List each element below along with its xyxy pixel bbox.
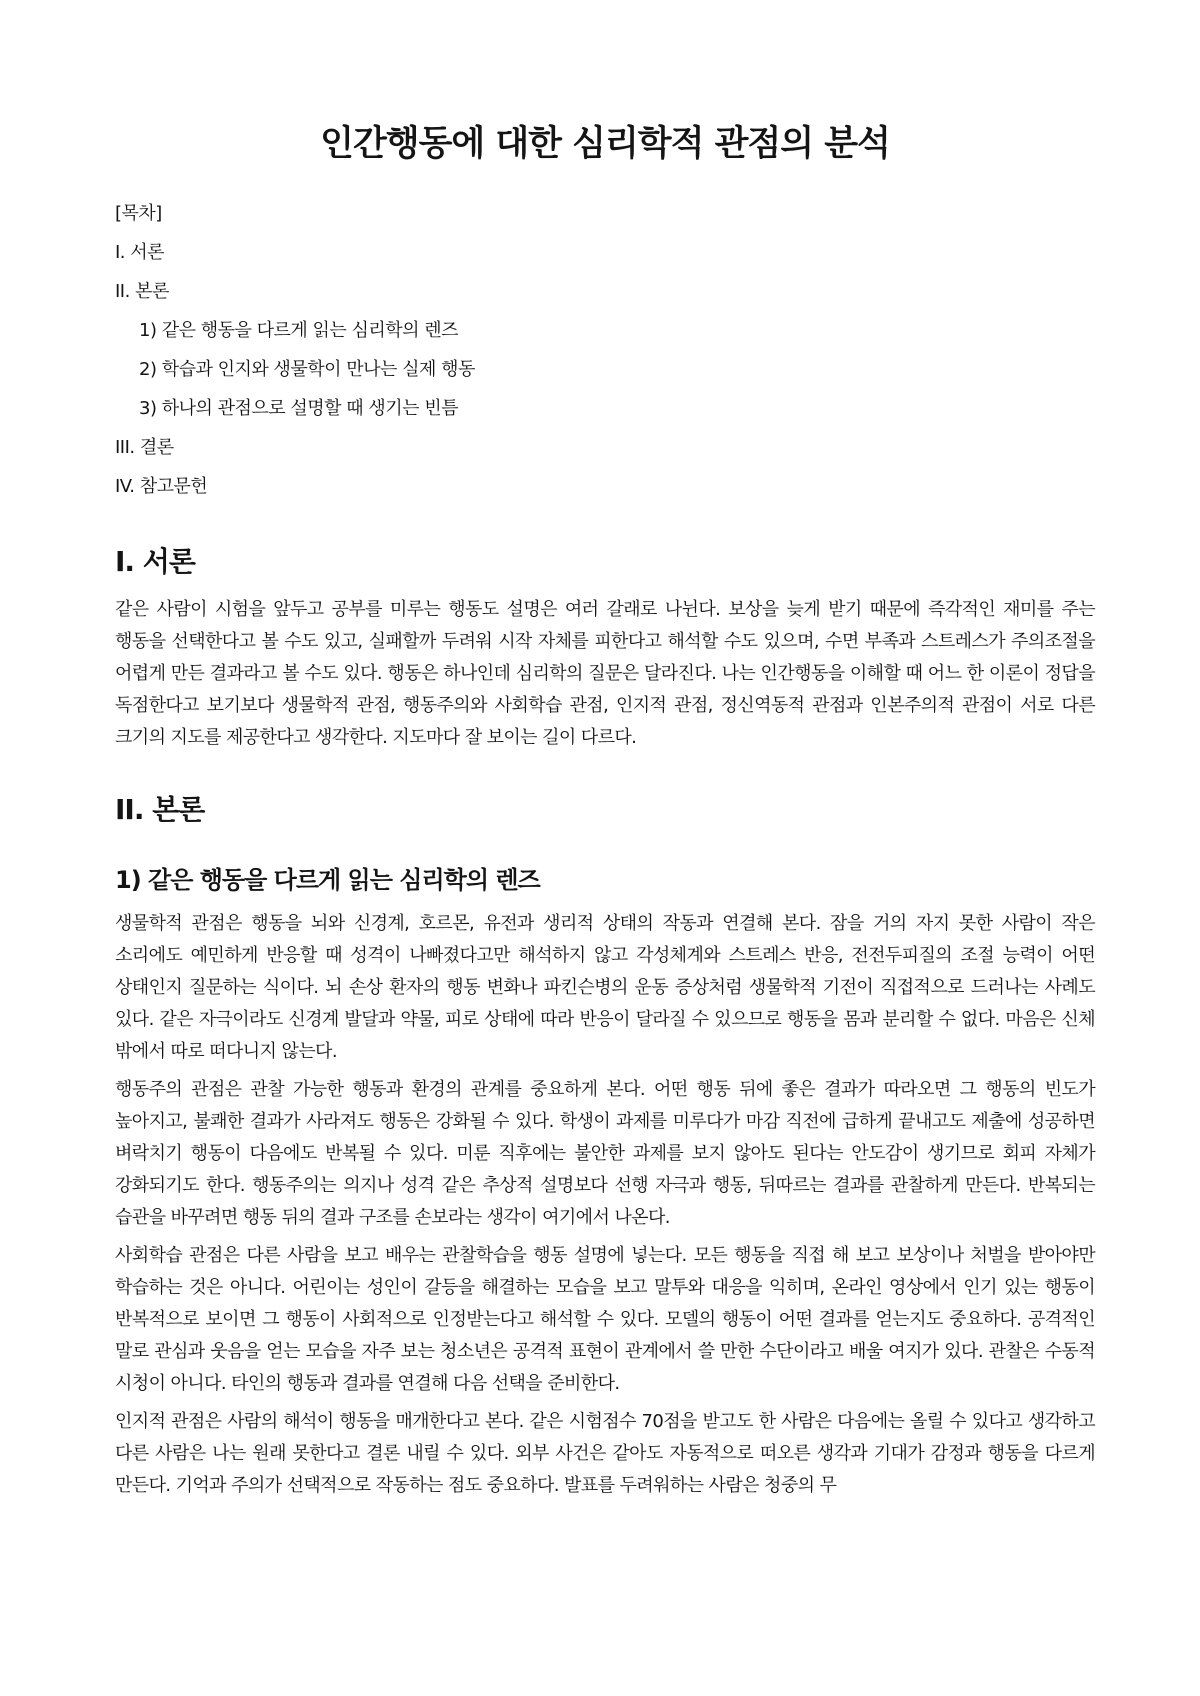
- table-of-contents: [115, 194, 1095, 506]
- subsection-heading-lenses: 1) 같은 행동을 다르게 읽는 심리학의 렌즈: [115, 866, 540, 894]
- paragraph-biological: 생물학적 관점은 행동을 뇌와 신경계, 호르몬, 유전과 생리적 상태의 작동과 연결해 본다. 잠을 거의 자지 못한 사람이 작은 소리에도 예민하게 반응할 때 성격이 나빠졌다고만 해석하지 않고 각성체계와 스트레스 반응, 전전두피질의 조절 능력이 어떤 상태인지 질문하는 식이다. 뇌 손상 환자의 행동 변화나 파킨슨병의 운동 증상처럼 생물학적 기전이 직접적으로 드러나는 사례도 있다. 같은 자극이라도 신경계 발달과 약물, 피로 상태에 따라 반응이 달라질 수 있으므로 행동을 몸과 분리할 수 없다. 마음은 신체 밖에서 따로 떠다니지 않는다.: [115, 913, 1095, 1062]
- toc-heading: [목차]: [115, 203, 162, 224]
- toc-item-body-3: 3) 하나의 관점으로 설명할 때 생기는 빈틈: [139, 398, 459, 419]
- section-heading-body: II. 본론: [115, 793, 205, 826]
- toc-item-references: IV. 참고문헌: [115, 476, 208, 497]
- paragraph-social-learning: 사회학습 관점은 다른 사람을 보고 배우는 관찰학습을 행동 설명에 넣는다. 모든 행동을 직접 해 보고 보상이나 처벌을 받아야만 학습하는 것은 아니다. 어린이는 성인이 갈등을 해결하는 모습을 보고 말투와 대응을 익히며, 온라인 영상에서 인기 있는 행동이 반복적으로 보이면 그 행동이 사회적으로 인정받는다고 해석할 수 있다. 모델의 행동이 어떤 결과를 얻는지도 중요하다. 공격적인 말로 관심과 웃음을 얻는 모습을 자주 보는 청소년은 공격적 표현이 관계에서 쓸 만한 수단이라고 배울 여지가 있다. 관찰은 수동적 시청이 아니다. 타인의 행동과 결과를 연결해 다음 선택을 준비한다.: [115, 1245, 1095, 1394]
- paragraph-cognitive: 인지적 관점은 사람의 해석이 행동을 매개한다고 본다. 같은 시험점수 70점을 받고도 한 사람은 다음에는 올릴 수 있다고 생각하고 다른 사람은 나는 원래 못한다고 결론 내릴 수 있다. 외부 사건은 같아도 자동적으로 떠오른 생각과 기대가 감정과 행동을 다르게 만든다. 기억과 주의가 선택적으로 작동하는 점도 중요하다. 발표를 두려워하는 사람은 청중의 무: [115, 1411, 1095, 1496]
- paragraph-behaviorism: 행동주의 관점은 관찰 가능한 행동과 환경의 관계를 중요하게 본다. 어떤 행동 뒤에 좋은 결과가 따라오면 그 행동의 빈도가 높아지고, 불쾌한 결과가 사라져도 행동은 강화될 수 있다. 학생이 과제를 미루다가 마감 직전에 급하게 끝내고도 제출에 성공하면 벼락치기 행동이 다음에도 반복될 수 있다. 미룬 직후에는 불안한 과제를 보지 않아도 된다는 안도감이 생기므로 회피 자체가 강화되기도 한다. 행동주의는 의지나 성격 같은 추상적 설명보다 선행 자극과 행동, 뒤따르는 결과를 관찰하게 만든다. 반복되는 습관을 바꾸려면 행동 뒤의 결과 구조를 손보라는 생각이 여기에서 나온다.: [115, 1079, 1095, 1228]
- document-title: 인간행동에 대한 심리학적 관점의 분석: [320, 124, 890, 164]
- intro-paragraph: 같은 사람이 시험을 앞두고 공부를 미루는 행동도 설명은 여러 갈래로 나뉜다. 보상을 늦게 받기 때문에 즉각적인 재미를 주는 행동을 선택한다고 볼 수도 있고, 실패할까 두려워 시작 자체를 피한다고 해석할 수도 있으며, 수면 부족과 스트레스가 주의조절을 어렵게 만든 결과라고 볼 수도 있다. 행동은 하나인데 심리학의 질문은 달라진다. 나는 인간행동을 이해할 때 어느 한 이론이 정답을 독점한다고 보기보다 생물학적 관점, 행동주의와 사회학습 관점, 인지적 관점, 정신역동적 관점과 인본주의적 관점이 서로 다른 크기의 지도를 제공한다고 생각한다. 지도마다 잘 보이는 길이 다르다.: [115, 599, 1095, 748]
- toc-item-body-1: 1) 같은 행동을 다르게 읽는 심리학의 렌즈: [139, 320, 459, 341]
- toc-item-conclusion: III. 결론: [115, 437, 174, 458]
- section-heading-intro: I. 서론: [115, 545, 195, 578]
- toc-item-intro: I. 서론: [115, 242, 165, 263]
- toc-item-body: II. 본론: [115, 281, 169, 302]
- toc-item-body-2: 2) 학습과 인지와 생물학이 만나는 실제 행동: [139, 359, 475, 380]
